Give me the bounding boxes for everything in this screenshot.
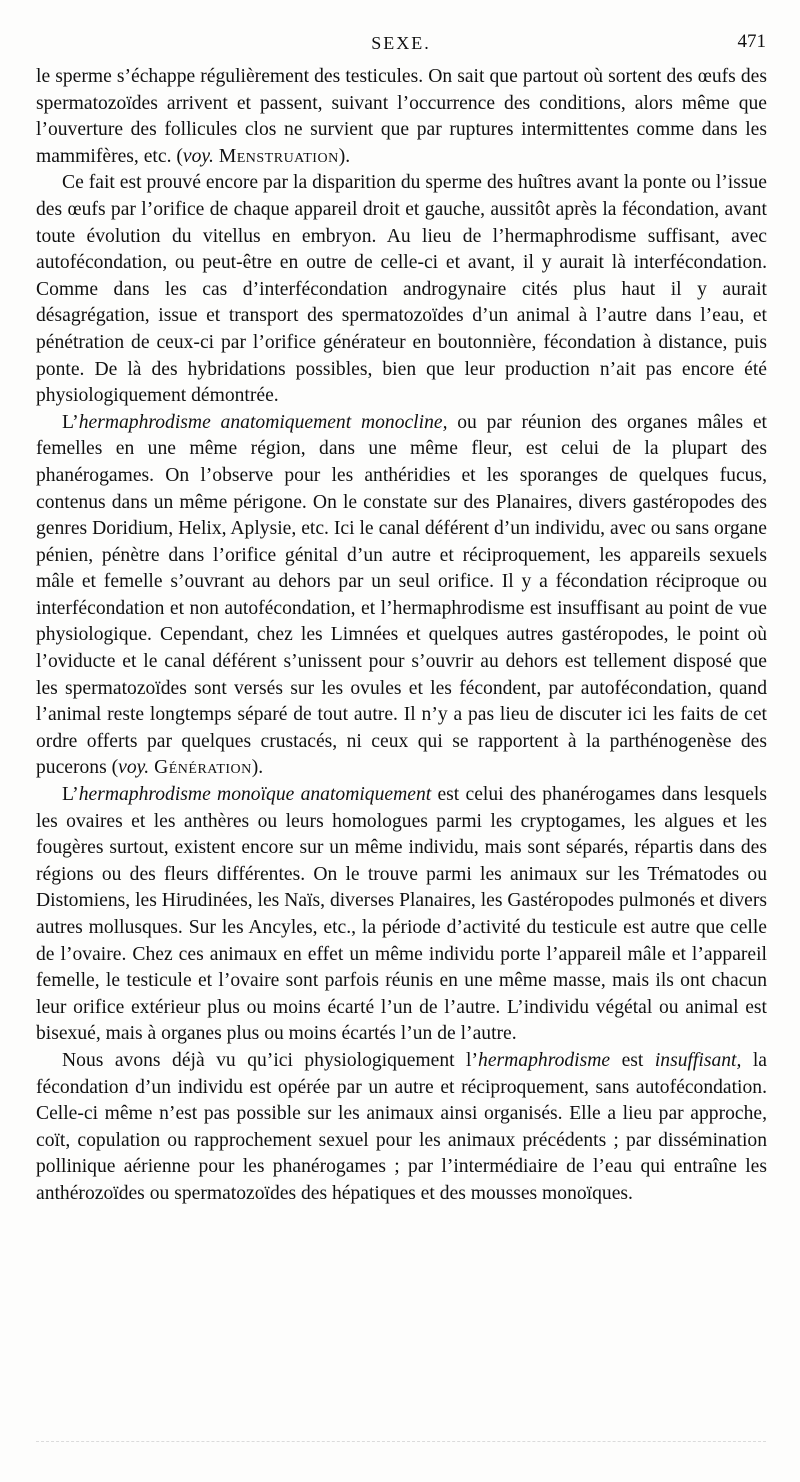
reference-end: ). — [338, 145, 351, 167]
paragraph-text: Ce fait est prouvé encore par la disparition du sperme des huîtres avant la ponte ou l’issue des œufs par l’orifice de chaque appareil droit et gauche, aussitôt après la fécondation, avant toute évolution du vitellus en embryon. Au lieu de l’hermaphrodisme suffisant, avec autofécondation, ou peut-être en outre de celle-ci et avant, il y aurait là interfécondation. Comme dans les cas d’interfécondation androgynaire cités plus haut il y aurait désagrégation, issue et transport des spermatozoïdes d’un animal à l’autre dans l’eau, et pénétration de ceux-ci par l’orifice générateur en boutonnière, fécondation à distance, puis ponte. De là des hybridations possibles, bien que leur production n’ait pas encore été physiologiquement démontrée. — [36, 172, 767, 407]
paragraph-3 — [36, 410, 767, 782]
reference-term: Menstruation — [218, 145, 339, 167]
italic-term: hermaphrodisme — [478, 1049, 611, 1071]
paragraph-text: ou par réunion des organes mâles et femelles en une même région, dans une même fleur, est celui de la plupart des phanérogames. On l’observe pour les anthéridies et les sporanges de quelques fucus, contenus dans un même périgone. On le constate sur des Planaires, divers gastéropodes des genres Doridium, Helix, Aplysie, etc. Ici le canal déférent d’un individu, avec ou sans organe pénien, pénètre dans l’orifice génital d’un autre et réciproquement, les appareils sexuels mâle et femelle s’ouvrant au dehors par un seul orifice. Il y a fécondation réciproque ou interfécondation et non autofécondation, et l’hermaphrodisme est insuffisant au point de vue physiologique. Cependant, chez les Limnées et quelques autres gastéropodes, le point où l’oviducte et le canal déférent s’unissent pour s’ouvrir au dehors est tellement disposé que les spermatozoïdes sont versés sur les ovules et les fécondent, par autofécondation, quand l’animal reste longtemps séparé de tout autre. Il n’y a pas lieu de discuter ici les faits de cet ordre offerts par quelques crustacés, ni ceux qui se rapportent à la parthénogenèse des pucerons ( — [36, 411, 767, 779]
paragraph-text: est celui des phanérogames dans lesquels les ovaires et les anthères ou leurs homologues parmi les cryptogames, les algues et les fougères surtout, existent encore sur un même individu, mais sont séparés, répartis dans des régions ou des fleurs différentes. On le trouve parmi les animaux sur les Trématodes ou Distomiens, les Hirudinées, les Naïs, diverses Planaires, les Gastéropodes pulmonés et divers autres mollusques. Sur les Ancyles, etc., la période d’activité du testicule est autre que celle de l’ovaire. Chez ces animaux en effet un même individu porte l’appareil mâle et l’appareil femelle, le testicule et l’ovaire sont parfois réunis en une même masse, mais ils ont chacun leur orifice extérieur plus ou moins écarté l’un de l’autre. L’individu végétal ou animal est bisexué, mais à organes plus ou moins écartés l’un de l’autre. — [36, 784, 767, 1045]
reference-end: ). — [251, 757, 264, 779]
paragraph-text: le sperme s’échappe régulièrement des testicules. On sait que partout où sortent des œufs des spermatozoïdes arrivent et passent, suivant l’occurrence des conditions, alors même que l’ouverture des follicules clos ne survient que par ruptures intermittentes comme dans les mammifères, etc. ( — [36, 66, 767, 167]
paragraph-mid: est — [610, 1049, 655, 1071]
reference-voy: voy. — [182, 145, 214, 167]
reference-voy: voy. — [118, 757, 150, 779]
paragraph-2 — [36, 170, 767, 409]
page-number: 471 — [737, 31, 766, 52]
reference-term: Génération — [154, 757, 252, 779]
paragraph-4 — [36, 782, 767, 1048]
paragraph-5 — [36, 1048, 767, 1208]
paragraph-lead-italic: hermaphrodisme anatomiquement monocline, — [78, 411, 448, 433]
running-head — [36, 33, 766, 57]
paragraph-lead: L’ — [62, 411, 79, 433]
scan-bleed-line — [36, 1441, 766, 1445]
paragraph-1 — [36, 64, 767, 170]
italic-term: insuffisant, — [654, 1049, 742, 1071]
paragraph-text: la fécondation d’un individu est opérée par un autre et réciproquement, sans autofécondation. Celle-ci même n’est pas possible sur les animaux ainsi organisés. Elle a lieu par approche, coït, copulation ou rapprochement sexuel pour les animaux précédents ; par dissémination pollinique aérienne pour les phanérogames ; par l’intermédiaire de l’eau qui entraîne les anthérozoïdes ou spermatozoïdes des hépatiques et des mousses monoïques. — [36, 1049, 768, 1204]
running-title: SEXE. — [371, 33, 431, 53]
body-text — [36, 64, 767, 1208]
paragraph-pre: Nous avons déjà vu qu’ici physiologiquement l’ — [62, 1049, 479, 1071]
paragraph-lead: L’ — [62, 784, 79, 806]
paragraph-lead-italic: hermaphrodisme monoïque anatomiquement — [78, 784, 432, 806]
